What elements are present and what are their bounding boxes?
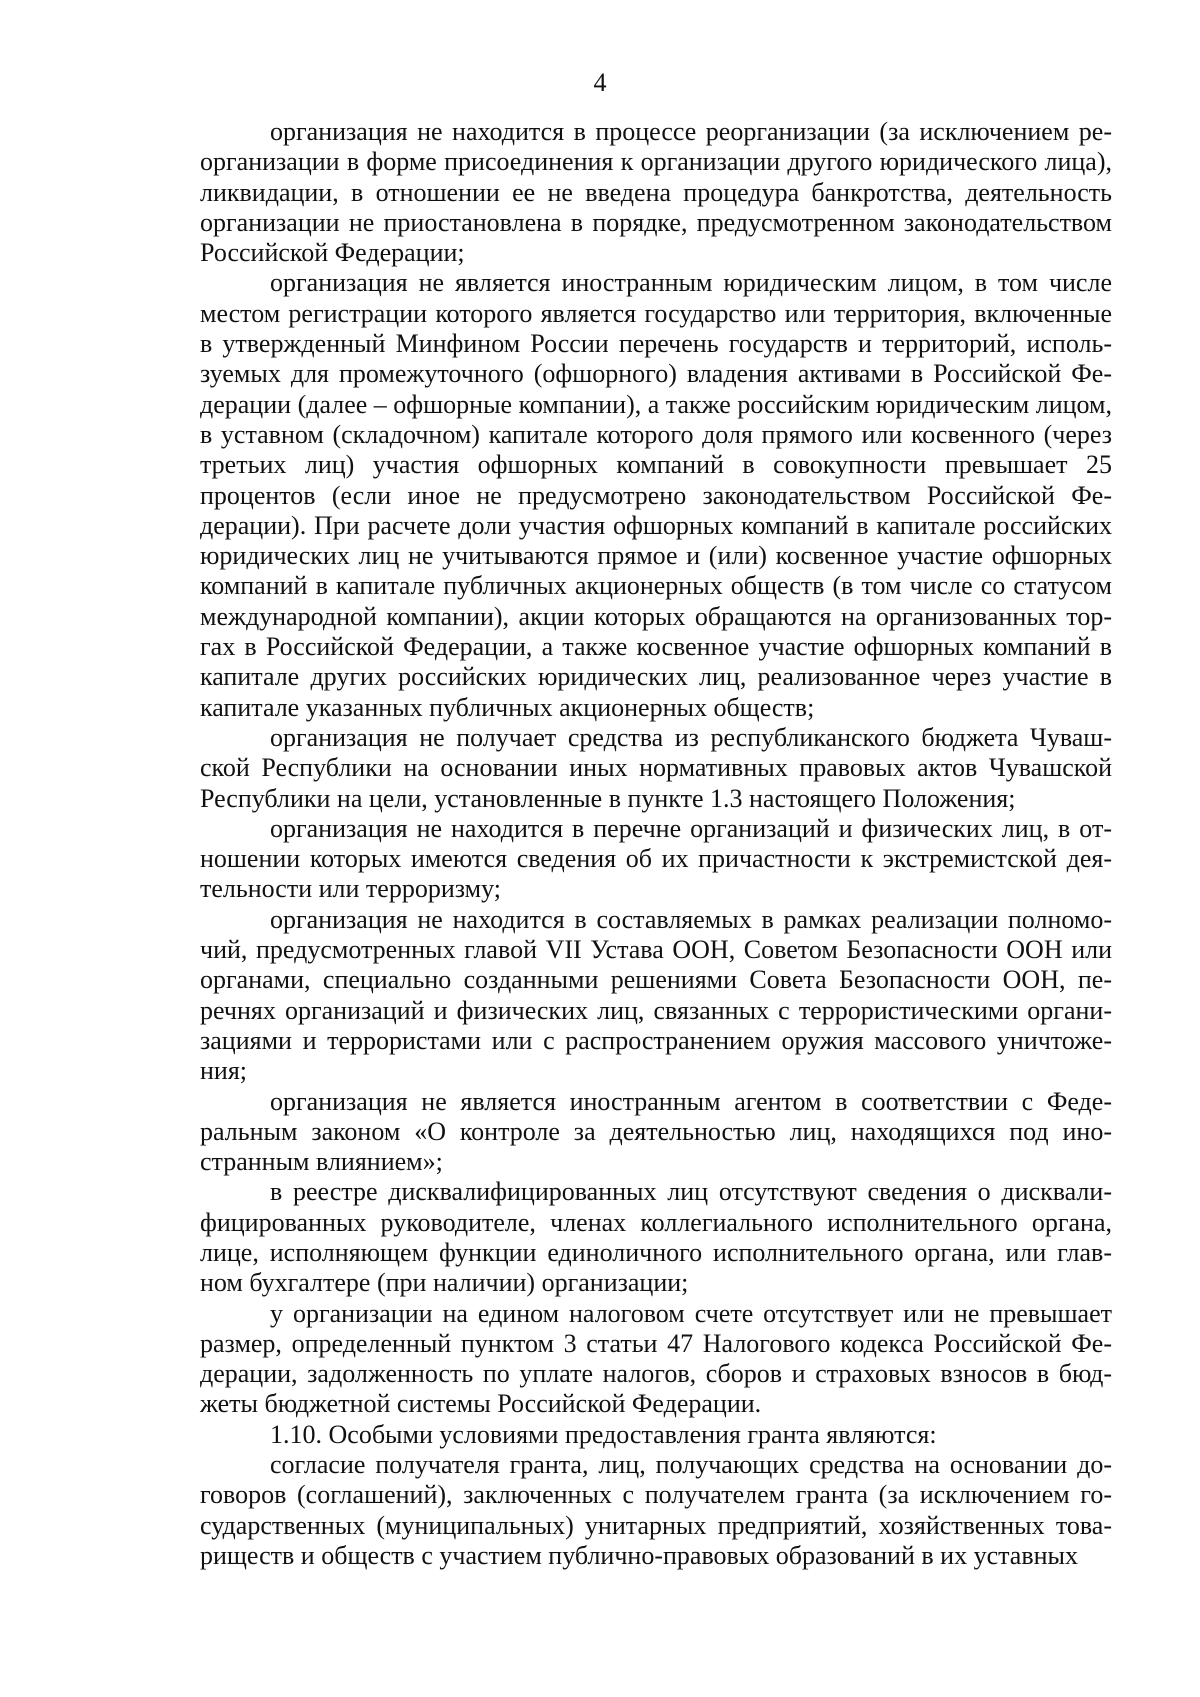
paragraph-section-1-10: 1.10. Особыми условиями предоставления гранта являются: <box>270 1419 937 1449</box>
paragraph-offshore: организация не является иностранным юридическим лицом, в том числе местом регистрации которого является государство или территория, включенные в утвержденный Минфином России перечень государств и территорий, используемых для промежуточного (офшорного) владения активами в Российской Федерации (далее – офшорные компании), а также российским юридическим лицом, в уставном (складочном) капитале которого доля прямого или косвенного (через третьих лиц) участия офшорных компаний в совокупности превышает 25 процентов (если иное не предусмотрено законодательством Российской Федерации). При расчете доли участия офшорных компаний в капитале российских юридических лиц не учитываются прямое и (или) косвенное участие офшорных компаний в капитале публичных акционерных обществ (в том числе со статусом международной компании), акции которых обращаются на организованных торгах в Российской Федерации, а также косвенное участие офшорных компаний в капитале других российских юридических лиц, реализованное через участие в капитале указанных публичных акционерных обществ; <box>200 268 1112 722</box>
paragraph-grant-consent: согласие получателя гранта, лиц, получающих средства на основании договоров (соглашений), заключенных с получателем гранта (за исключением государственных (муниципальных) унитарных предприятий, хозяйственных товариществ и обществ с участием публично-правовых образований в их уставных <box>200 1450 1112 1570</box>
paragraph-foreign-agent: организация не является иностранным агентом в соответствии с Федеральным законом «О контроле за деятельностью лиц, находящихся под иностранным влиянием»; <box>200 1086 1112 1177</box>
paragraph-extremism-list: организация не находится в перечне организаций и физических лиц, в отношении которых имеются сведения об их причастности к экстремистской деятельности или терроризму; <box>200 813 1112 904</box>
paragraph-reorganization: организация не находится в процессе реорганизации (за исключением реорганизации в форме присоединения к организации другого юридического лица), ликвидации, в отношении ее не введена процедура банкротства, деятельность организации не приостановлена в порядке, предусмотренном законодательством Российской Федерации; <box>200 117 1112 268</box>
paragraph-disqualified-persons: в реестре дисквалифицированных лиц отсутствуют сведения о дисквалифицированных руководителе, членах коллегиального исполнительного органа, лице, исполняющем функции единоличного исполнительного органа, или главном бухгалтере (при наличии) организации; <box>200 1177 1112 1298</box>
paragraph-un-sanctions: организация не находится в составляемых в рамках реализации полномочий, предусмотренных главой VII Устава ООН, Советом Безопасности ООН или органами, специально созданными решениями Совета Безопасности ООН, перечнях организаций и физических лиц, связанных с террористическими организациями и террористами или с распространением оружия массового уничтожения; <box>200 904 1112 1086</box>
page-number: 4 <box>593 68 607 97</box>
paragraph-republican-budget: организация не получает средства из республиканского бюджета Чувашской Республики на основании иных нормативных правовых актов Чувашской Республики на цели, установленные в пункте 1.3 настоящего Положения; <box>200 722 1112 813</box>
document-body <box>200 117 1112 1571</box>
paragraph-tax-debt: у организации на едином налоговом счете отсутствует или не превышает размер, определенный пунктом 3 статьи 47 Налогового кодекса Российской Федерации, задолженность по уплате налогов, сборов и страховых взносов в бюджеты бюджетной системы Российской Федерации. <box>200 1298 1112 1419</box>
